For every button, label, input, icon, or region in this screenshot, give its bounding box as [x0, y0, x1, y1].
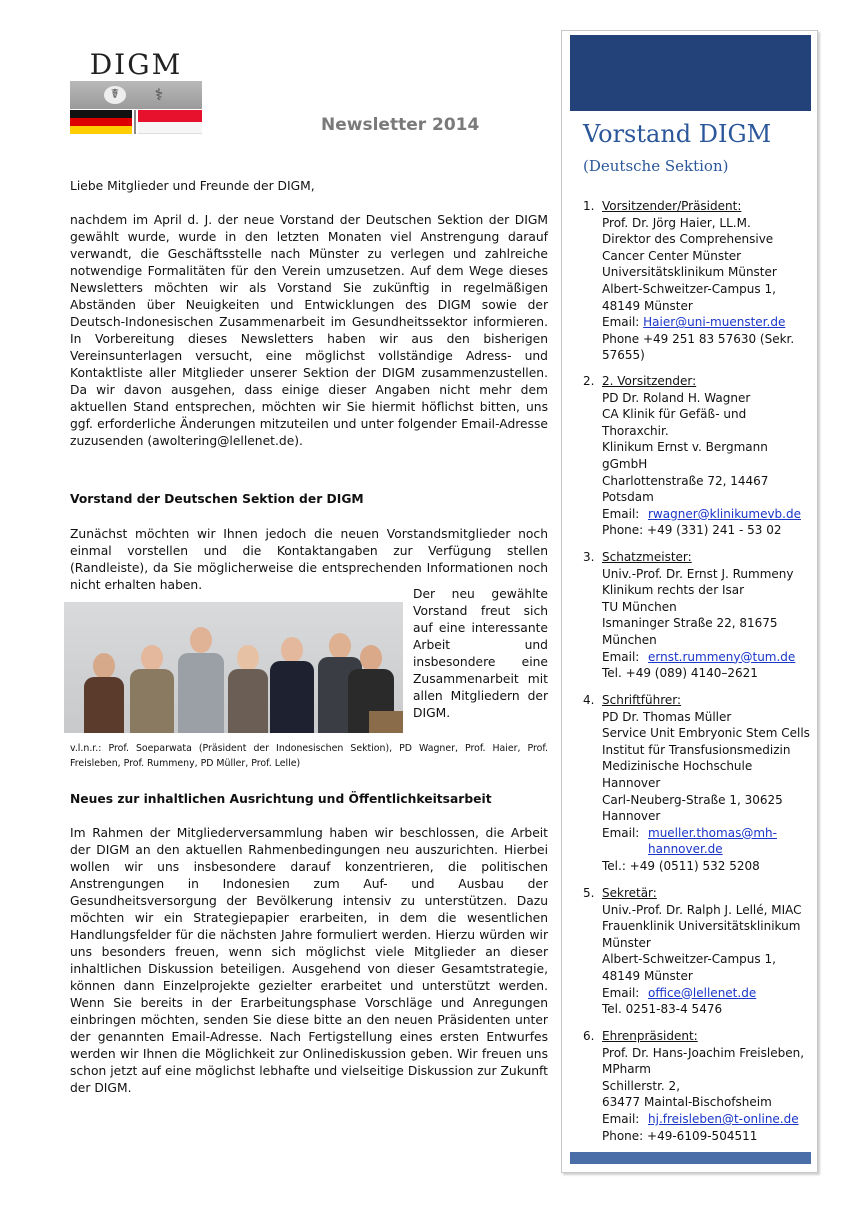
member-role: Vorsitzender/Präsident:: [602, 199, 742, 213]
member-phone: Tel.: +49 (0511) 532 5208: [602, 858, 760, 873]
member-line: TU München: [602, 599, 677, 614]
member-phone: Phone: +49 (331) 241 - 53 02: [602, 523, 782, 538]
email-label: Email:: [602, 1111, 640, 1126]
german-flag-icon: [70, 110, 132, 134]
logo-text: DIGM: [89, 48, 183, 81]
email-label: Email:: [602, 825, 640, 840]
member-line: Frauenklinik Universitätsklinikum: [602, 919, 801, 934]
member-line: Service Unit Embryonic Stem Cells: [602, 726, 810, 741]
email-link[interactable]: hj.freisleben@t-online.de: [648, 1111, 799, 1126]
member-line: Schillerstr. 2,: [602, 1078, 681, 1093]
member-line: MPharm: [602, 1062, 651, 1077]
member-line: 48149 Münster: [602, 298, 693, 313]
member-line: Ismaninger Straße 22, 81675: [602, 616, 778, 631]
member-line: Institut für Transfusionsmedizin: [602, 742, 791, 757]
member-line: Klinikum Ernst v. Bergmann: [602, 440, 768, 455]
member-number: 1.: [583, 199, 595, 213]
email-link[interactable]: office@lellenet.de: [648, 985, 757, 1000]
member-phone: Phone +49 251 83 57630 (Sekr. 57655): [602, 331, 795, 363]
member-phone: Phone: +49-6109-504511: [602, 1128, 758, 1143]
member-line: PD Dr. Thomas Müller: [602, 709, 732, 724]
member-number: 3.: [583, 550, 595, 564]
email-label: Email:: [602, 649, 640, 664]
member-number: 2.: [583, 374, 595, 388]
member-line: Medizinische Hochschule: [602, 759, 753, 774]
member-line: München: [602, 632, 657, 647]
section-ausrichtung-paragraph: Im Rahmen der Mitgliederversammlung haben wir beschlossen, die Arbeit der DIGM an den aktuellen Rahmenbedingungen neu auszurichten. Hierbei wollen wir uns insbesondere darauf konzentrieren, die politischen Anstrengungen in Indonesien zum Auf- und Ausbau der Gesundheitsversorgung der Bevölkerung intensiv zu unterstützen. Dazu möchten wir ein Strategiepapier erarbeiten, in dem die wesentlichen Handlungsfelder für die nächsten Jahre formuliert werden. Hierzu würden wir uns besonders freuen, wenn sich möglichst viele Mitglieder an dieser inhaltlichen Diskussion beteiligen. Ausgehend von dieser Gesamtstrategie, können dann Einzelprojekte gezielter erarbeitet und unterstützt werden. Wenn Sie bereits in der Erarbeitungsphase Vorschläge und Anregungen einbringen möchten, senden Sie diese bitte an den neuen Präsidenten unter der genannten Email-Adresse. Nach Fertigstellung eines ersten Entwurfes werden wir Ihnen die Möglichkeit zur Onlinediskussion geben. Wir freuen uns schon jetzt auf eine möglichst lebhafte und vielseitige Diskussion zur Zukunft der DIGM.: [70, 826, 548, 1095]
digm-logo: [70, 50, 202, 134]
member-number: 4.: [583, 693, 595, 707]
member-line: Univ.-Prof. Dr. Ralph J. Lellé, MIAC: [602, 902, 802, 917]
member-line: Albert-Schweitzer-Campus 1,: [602, 281, 776, 296]
member-number: 6.: [583, 1029, 595, 1043]
member-line: Universitätsklinikum Münster: [602, 265, 777, 280]
member-line: Carl-Neuberg-Straße 1, 30625: [602, 792, 783, 807]
indonesian-flag-icon: [138, 110, 202, 134]
logo-divider: [134, 110, 136, 134]
member-line: CA Klinik für Gefäß- und: [602, 407, 747, 422]
intro-paragraph: nachdem im April d. J. der neue Vorstand der Deutschen Sektion der DIGM gewählt wurde, wurde in den letzten Monaten viel Anstrengung darauf verwandt, die Geschäftsstelle nach Münster zu verlegen und zahlreiche notwendige Formalitäten für den Verein umzusetzen. Auf dem Wege dieses Newsletters möchten wir als Vorstand Sie zukünftig in regelmäßigen Abständen über Neuigkeiten und Entwicklungen des DIGM sowie der Deutsch-Indonesischen Zusammenarbeit im Gesundheitssektor informieren. In Vorbereitung dieses Newsletters haben wir aus den bisherigen Vereinsunterlagen versucht, eine möglichst vollständige Adress- und Kontaktliste aller Mitglieder unserer Sektion der DIGM zusammenzustellen. Da wir davon ausgehen, dass einige dieser Angaben nicht mehr dem aktuellen Stand entsprechen, möchten wir Sie hiermit höflichst bitten, uns ggf. erforderliche Änderungen mitzuteilen und unter folgender Email-Adresse zuzusenden (awoltering@lellenet.de).: [70, 213, 548, 448]
member-line: Prof. Dr. Hans-Joachim Freisleben,: [602, 1045, 805, 1060]
member-line: 63477 Maintal-Bischofsheim: [602, 1095, 772, 1110]
sidebar-subtitle: (Deutsche Sektion): [583, 157, 729, 175]
member-phone: Tel. 0251-83-4 5476: [602, 1002, 723, 1017]
section-heading-ausrichtung: Neues zur inhaltlichen Ausrichtung und Öffentlichkeitsarbeit: [70, 792, 492, 806]
section-heading-vorstand: Vorstand der Deutschen Sektion der DIGM: [70, 492, 364, 506]
email-link[interactable]: ernst.rummeny@tum.de: [648, 649, 796, 664]
member-role: 2. Vorsitzender:: [602, 374, 697, 388]
section-vorstand-paragraph: Zunächst möchten wir Ihnen jedoch die neuen Vorstandsmitglieder noch einmal vorstellen und die Kontaktangaben zur Verfügung stellen (Randleiste), da Sie möglicherweise die entsprechenden Informationen noch nicht erhalten haben.: [70, 527, 548, 592]
member-phone: Tel. +49 (089) 4140–2621: [602, 666, 758, 681]
member-line: Direktor des Comprehensive: [602, 232, 774, 247]
email-link[interactable]: mueller.thomas@mh-hannover.de: [648, 825, 777, 857]
logo-grey-band: [70, 81, 202, 109]
email-label: Email:: [602, 315, 644, 330]
member-role: Ehrenpräsident:: [602, 1029, 698, 1043]
email-link[interactable]: Haier@uni-muenster.de: [643, 315, 786, 330]
email-label: Email:: [602, 506, 640, 521]
member-line: Hannover: [602, 775, 661, 790]
member-line: gGmbH: [602, 456, 648, 471]
email-label: Email:: [602, 985, 640, 1000]
sidebar-title: Vorstand DIGM: [583, 120, 772, 148]
member-number: 5.: [583, 886, 595, 900]
board-group-photo: [64, 602, 403, 733]
member-line: Charlottenstraße 72, 14467: [602, 473, 769, 488]
member-line: Thoraxchir.: [602, 423, 669, 438]
member-line: Cancer Center Münster: [602, 248, 742, 263]
caduceus-icon: ☤: [104, 86, 126, 104]
section-vorstand-side-text: Der neu gewählte Vorstand freut sich auf eine interessante Arbeit und insbesondere eine Zusammenarbeit mit allen Mitgliedern der DIGM.: [413, 587, 548, 720]
photo-caption: v.l.n.r.: Prof. Soeparwata (Präsident der Indonesischen Sektion), PD Wagner, Prof. Haier, Prof. Freisleben, Prof. Rummeny, PD Müller, Prof. Lelle): [70, 743, 548, 769]
member-line: 48149 Münster: [602, 968, 693, 983]
member-line: Univ.-Prof. Dr. Ernst J. Rummeny: [602, 566, 794, 581]
member-line: Albert-Schweitzer-Campus 1,: [602, 952, 776, 967]
member-line: Münster: [602, 935, 651, 950]
member-role: Sekretär:: [602, 886, 657, 900]
email-link[interactable]: rwagner@klinikumevb.de: [648, 506, 801, 521]
member-line: Prof. Dr. Jörg Haier, LL.M.: [602, 215, 751, 230]
member-line: Potsdam: [602, 490, 654, 505]
newsletter-title: Newsletter 2014: [321, 115, 480, 135]
member-role: Schriftführer:: [602, 693, 682, 707]
member-role: Schatzmeister:: [602, 550, 692, 564]
greeting: Liebe Mitglieder und Freunde der DIGM,: [70, 179, 315, 193]
member-line: Klinikum rechts der Isar: [602, 583, 745, 598]
member-line: PD Dr. Roland H. Wagner: [602, 390, 751, 405]
member-line: Hannover: [602, 809, 661, 824]
staff-of-asclepius-icon: ⚕: [154, 85, 164, 104]
sidebar-footer-bar: [570, 1152, 811, 1164]
sidebar-banner: [570, 35, 811, 111]
